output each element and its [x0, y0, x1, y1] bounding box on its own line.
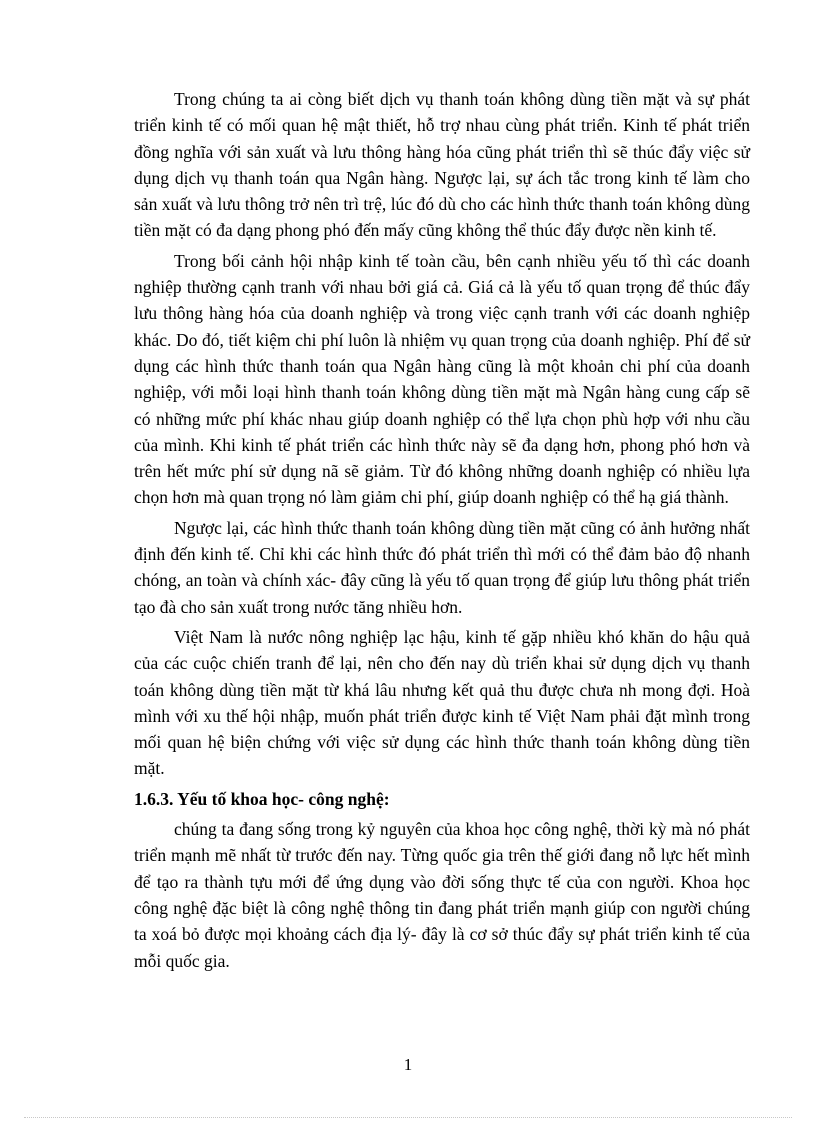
- paragraph: Ngược lại, các hình thức thanh toán không dùng tiền mặt cũng có ảnh hưởng nhất định đến kinh tế. Chỉ khi các hình thức đó phát triển thì mới có thể đảm bảo độ nhanh chóng, an toàn và chính xác- đây cũng là yếu tố quan trọng để giúp lưu thông phát triển tạo đà cho sản xuất trong nước tăng nhiều hơn.: [134, 517, 750, 617]
- paragraph: Việt Nam là nước nông nghiệp lạc hậu, kinh tế gặp nhiều khó khăn do hậu quả của các cuộc chiến tranh để lại, nên cho đến nay dù triển khai sử dụng dịch vụ thanh toán không dùng tiền mặt từ khá lâu nhưng kết quả thu được chưa nh mong đợi. Hoà mình với xu thế hội nhập, muốn phát triển được kinh tế Việt Nam phải đặt mình trong mối quan hệ biện chứng với việc sử dụng các hình thức thanh toán không dùng tiền mặt.: [134, 626, 750, 779]
- document-body: [134, 86, 750, 978]
- paragraph: Trong bối cảnh hội nhập kinh tế toàn cầu, bên cạnh nhiều yếu tố thì các doanh nghiệp thường cạnh tranh với nhau bởi giá cả. Giá cả là yếu tố quan trọng để thúc đẩy lưu thông hàng hóa của doanh nghiệp và trong việc cạnh tranh với các doanh nghiệp khác. Do đó, tiết kiệm chi phí luôn là nhiệm vụ quan trọng của doanh nghiệp. Phí để sử dụng các hình thức thanh toán qua Ngân hàng cũng là một khoản chi phí của doanh nghiệp, với mỗi loại hình thanh toán không dùng tiền mặt mà Ngân hàng cung cấp sẽ có những mức phí khác nhau giúp doanh nghiệp có thể lựa chọn phù hợp với nhu cầu của mình. Khi kinh tế phát triển các hình thức này sẽ đa dạng hơn, phong phó hơn và trên hết mức phí sử dụng nã sẽ giảm. Từ đó không những doanh nghiệp có nhiều lựa chọn hơn mà quan trọng nó làm giảm chi phí, giúp doanh nghiệp có thể hạ giá thành.: [134, 250, 750, 508]
- footer-divider: [24, 1117, 792, 1118]
- paragraph: Trong chúng ta ai còng biết dịch vụ thanh toán không dùng tiền mặt và sự phát triển kinh tế có mối quan hệ mật thiết, hỗ trợ nhau cùng phát triển. Kinh tế phát triển đồng nghĩa với sản xuất và lưu thông hàng hóa cũng phát triển thì sẽ thúc đẩy việc sử dụng dịch vụ thanh toán qua Ngân hàng. Ngược lại, sự ách tắc trong kinh tế làm cho sản xuất và lưu thông trở nên trì trệ, lúc đó dù cho các hình thức thanh toán không dùng tiền mặt có đa dạng phong phó đến mấy cũng không thể thúc đẩy được nền kinh tế.: [134, 89, 750, 241]
- paragraph: chúng ta đang sống trong kỷ nguyên của khoa học công nghệ, thời kỳ mà nó phát triển mạnh mẽ nhất từ trước đến nay. Từng quốc gia trên thế giới đang nỗ lực hết mình để tạo ra thành tựu mới để ứng dụng vào đời sống thực tế của con người. Khoa học công nghệ đặc biệt là công nghệ thông tin đang phát triển mạnh giúp con người chúng ta xoá bỏ được mọi khoảng cách địa lý- đây là cơ sở thúc đẩy sự phát triển kinh tế của mỗi quốc gia.: [134, 819, 750, 971]
- section-heading: 1.6.3. Yếu tố khoa học- công nghệ:: [134, 788, 390, 809]
- page-number: 1: [403, 1055, 413, 1074]
